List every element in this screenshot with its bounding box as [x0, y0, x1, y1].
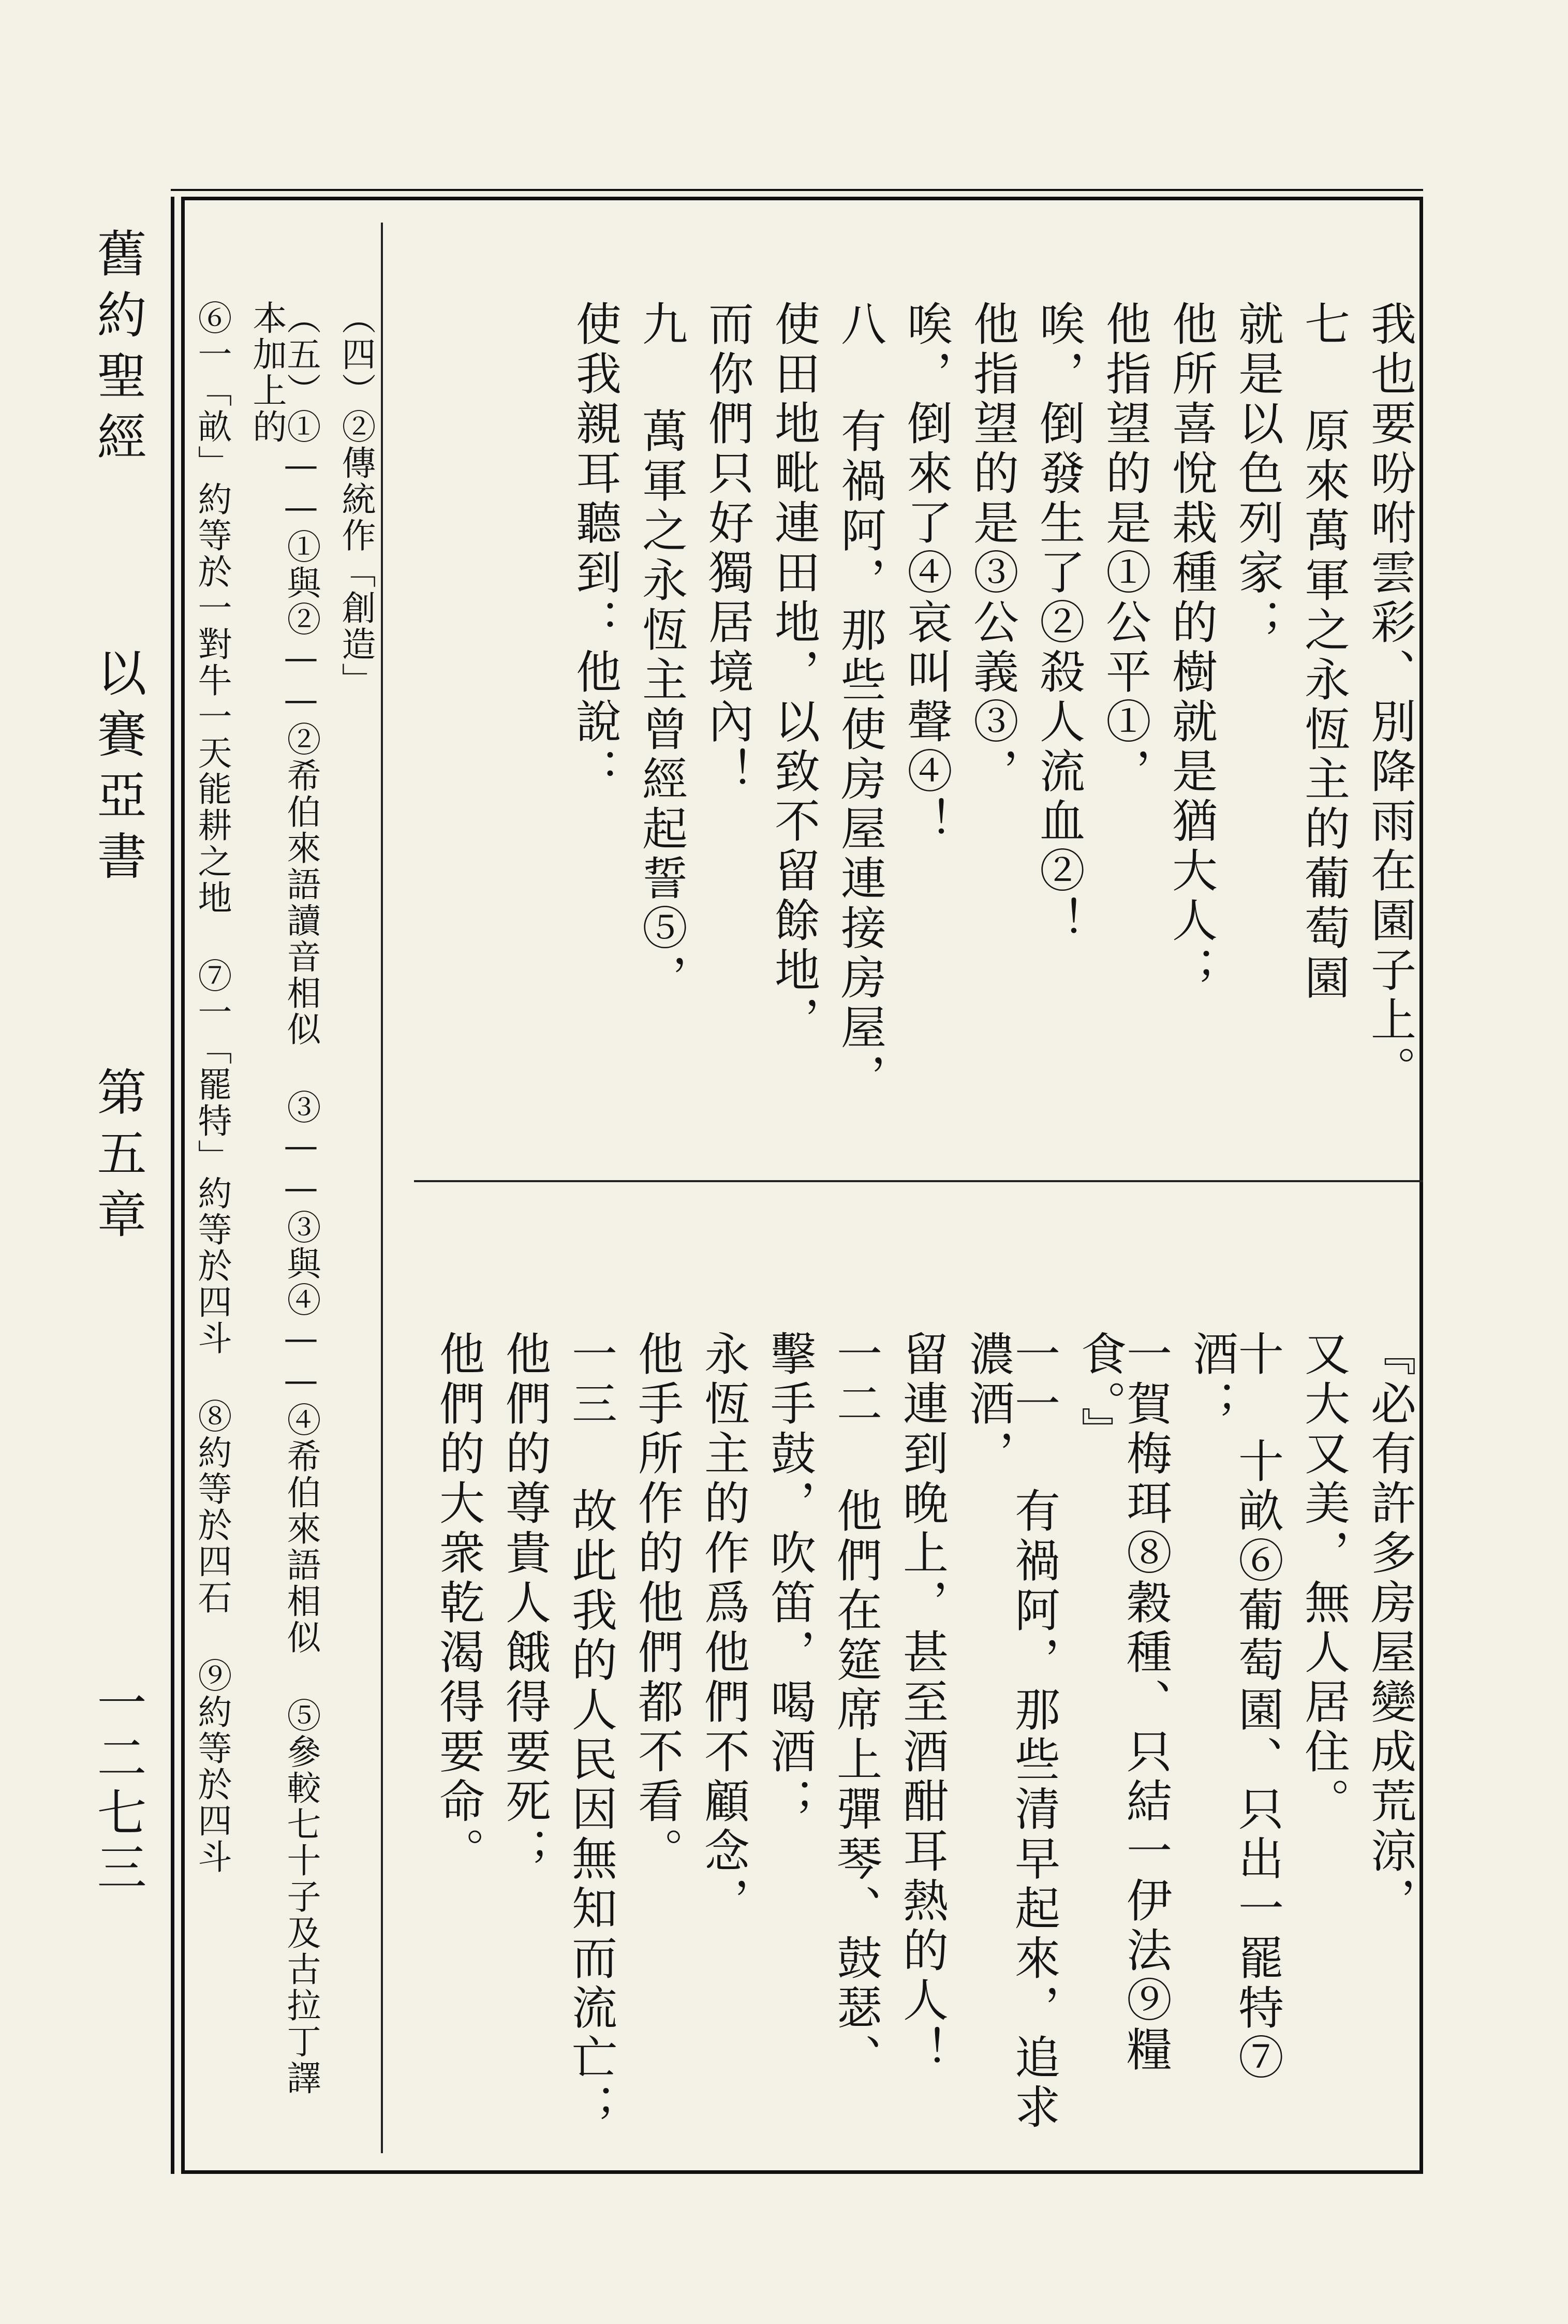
verse-line: 八 有禍阿，那些使房屋連接房屋， — [834, 300, 887, 1103]
footnote: （四）②傳統作「創造」 — [336, 300, 376, 699]
verse-line: 一二 他們在筵席上彈琴、鼓瑟、 — [830, 1330, 883, 2083]
book-title: 舊約聖經 — [89, 228, 147, 472]
upper-verses — [430, 300, 1417, 1139]
page-number: 一二七三 — [89, 1677, 147, 1896]
verse-line: 一一 有禍阿，那些清早起來，追求濃酒， — [962, 1330, 1061, 2133]
lower-verses — [430, 1330, 1417, 2138]
verse-line: 擊手鼓，吹笛，喝酒； — [763, 1330, 817, 1827]
verse-line: 他指望的是①公平①， — [1099, 300, 1152, 797]
verse-line: 使田地毗連田地，以致不留餘地， — [767, 300, 821, 1046]
verse-line: 『必有許多房屋變成荒涼， — [1364, 1330, 1417, 1926]
verse-line: 又大又美，無人居住。 — [1297, 1330, 1351, 1827]
section-divider — [414, 1180, 1423, 1182]
verse-line: 他指望的是③公義③， — [966, 300, 1019, 797]
verse-line: 一賀梅珥⑧穀種、只結一伊法⑨糧食。』 — [1074, 1330, 1173, 2076]
footnotes — [192, 300, 376, 2127]
frame-left-rule — [171, 197, 174, 2174]
notes-divider — [381, 223, 383, 2153]
verse-line: 而你們只好獨居境內！ — [701, 300, 755, 797]
verse-line: 就是以色列家； — [1231, 300, 1284, 648]
verse-line: 他所喜悅栽種的樹就是猶大人； — [1165, 300, 1218, 996]
verse-line: 使我親耳聽到：他說： — [569, 300, 622, 797]
footnote: ⑥一「畝」約等於一對牛一天能耕之地 ⑦一「罷特」約等於四斗 ⑧約等於四石 ⑨約等於四斗 — [192, 300, 232, 1875]
verse-line: 九 萬軍之永恆主曾經起誓⑤， — [635, 300, 688, 1004]
verse-line: 他們的尊貴人餓得要死； — [498, 1330, 552, 1877]
verse-line: 我也要吩咐雲彩、別降雨在園子上。 — [1364, 300, 1417, 1095]
footnote: （五）①——①與②——②希伯來語讀音相似 ③——③與④——④希伯來語相似 ⑤參較七十子及古拉丁譯本加上的 — [247, 300, 321, 2096]
chapter-heading: 第五章 — [89, 1066, 147, 1249]
verse-line: 他手所作的他們都不看。 — [631, 1330, 684, 1877]
verse-line: 一三 故此我的人民因無知而流亡； — [565, 1330, 618, 2133]
verse-line: 永恆主的作爲他們不顧念， — [697, 1330, 750, 1926]
verse-line: 十 十畝⑥葡萄園、只出一罷特⑦酒； — [1186, 1330, 1284, 2083]
book-name: 以賽亞書 — [89, 647, 147, 891]
verse-line: 他們的大衆乾渴得要命。 — [432, 1330, 485, 1877]
verse-line: 唉，倒發生了②殺人流血②！ — [1032, 300, 1086, 946]
verse-line: 七 原來萬軍之永恆主的葡萄園 — [1297, 300, 1351, 1004]
verse-line: 唉，倒來了④哀叫聲④！ — [900, 300, 953, 847]
frame-top-rule — [171, 189, 1423, 191]
verse-line: 留連到晚上，甚至酒酣耳熱的人！ — [896, 1330, 949, 2076]
